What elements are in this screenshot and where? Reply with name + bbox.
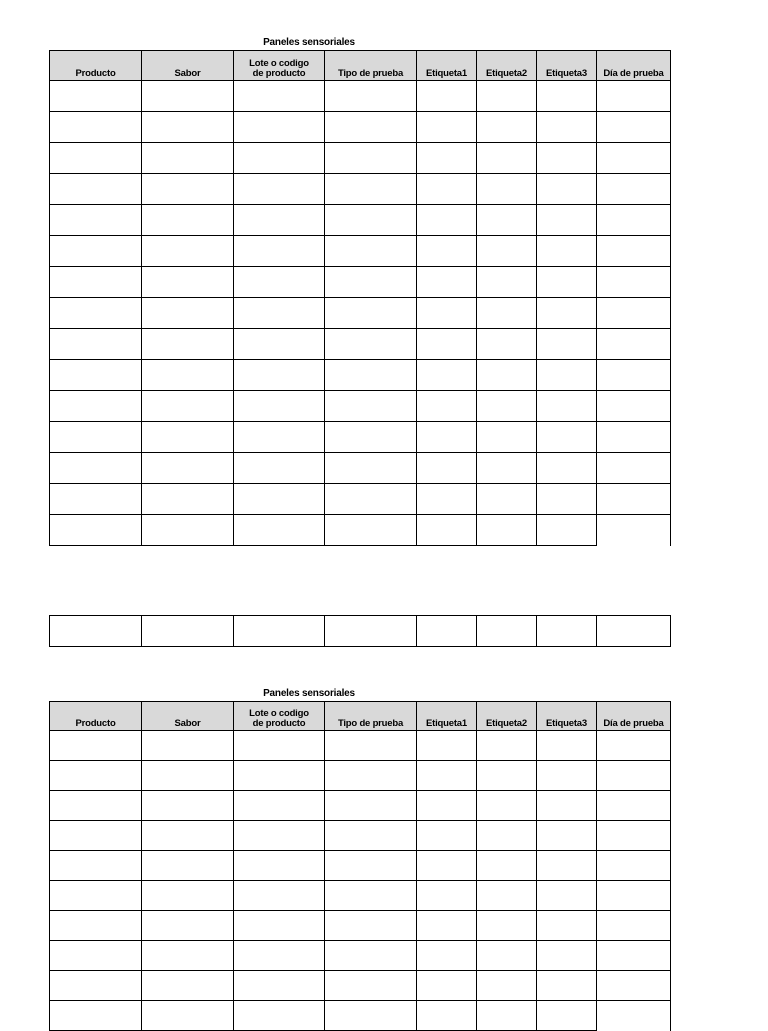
cell-etiqueta1[interactable] (417, 941, 477, 971)
cell-dia-prueba[interactable] (597, 881, 671, 911)
cell-lote[interactable] (234, 515, 325, 546)
cell-dia-prueba[interactable] (597, 143, 671, 174)
cell-etiqueta3[interactable] (537, 851, 597, 881)
cell-sabor[interactable] (142, 453, 234, 484)
cell-etiqueta2[interactable] (477, 761, 537, 791)
cell-lote[interactable] (234, 821, 325, 851)
header-row (50, 51, 671, 81)
header-etiqueta1: Etiqueta1 (417, 51, 477, 81)
cell-etiqueta1[interactable] (417, 329, 477, 360)
cell-etiqueta3[interactable] (537, 761, 597, 791)
cell-tipo-prueba[interactable] (325, 391, 417, 422)
cell-etiqueta3[interactable] (537, 881, 597, 911)
cell-etiqueta2[interactable] (477, 911, 537, 941)
cell-dia-prueba[interactable] (597, 81, 671, 112)
header-row (50, 702, 671, 731)
cell-sabor[interactable] (142, 329, 234, 360)
table-row (50, 143, 671, 174)
cell-dia-prueba[interactable] (597, 329, 671, 360)
cell-producto[interactable] (50, 484, 142, 515)
cell-sabor[interactable] (142, 731, 234, 761)
cell-etiqueta1[interactable] (417, 81, 477, 112)
cell-lote[interactable] (234, 941, 325, 971)
cell-tipo-prueba[interactable] (325, 329, 417, 360)
cell-etiqueta2[interactable] (477, 143, 537, 174)
cell-etiqueta3[interactable] (537, 205, 597, 236)
header-lote-line1: Lote o codigo (249, 708, 309, 719)
cell-tipo-prueba[interactable] (325, 267, 417, 298)
cell-etiqueta1[interactable] (417, 360, 477, 391)
cell-lote[interactable] (234, 81, 325, 112)
cell-sabor[interactable] (142, 360, 234, 391)
table-row (50, 941, 671, 971)
cell-lote[interactable] (234, 791, 325, 821)
cell-producto[interactable] (50, 329, 142, 360)
cell-lote[interactable] (234, 205, 325, 236)
cell-dia-prueba[interactable] (597, 484, 671, 515)
cell-tipo-prueba[interactable] (325, 484, 417, 515)
cell-tipo-prueba[interactable] (325, 112, 417, 143)
cell-producto[interactable] (50, 971, 142, 1001)
cell-lote[interactable] (234, 761, 325, 791)
cell-etiqueta1[interactable] (417, 731, 477, 761)
cell-etiqueta1[interactable] (417, 143, 477, 174)
cell-etiqueta3[interactable] (537, 174, 597, 205)
cell-sabor[interactable] (142, 267, 234, 298)
cell-etiqueta3[interactable] (537, 971, 597, 1001)
cell-etiqueta3[interactable] (537, 329, 597, 360)
cell-etiqueta1[interactable] (417, 851, 477, 881)
cell-lote[interactable] (234, 329, 325, 360)
cell-lote[interactable] (234, 174, 325, 205)
cell-lote[interactable] (234, 881, 325, 911)
table-row (50, 761, 671, 791)
cell-etiqueta1[interactable] (417, 112, 477, 143)
cell-etiqueta3[interactable] (537, 1001, 597, 1031)
cell-dia-prueba[interactable] (597, 267, 671, 298)
cell-etiqueta3[interactable] (537, 267, 597, 298)
cell-etiqueta2[interactable] (477, 851, 537, 881)
cell-sabor[interactable] (142, 851, 234, 881)
cell-producto[interactable] (50, 761, 142, 791)
cell-producto[interactable] (50, 821, 142, 851)
cell-etiqueta2[interactable] (477, 821, 537, 851)
cell-dia-prueba[interactable] (597, 205, 671, 236)
cell-sabor[interactable] (142, 881, 234, 911)
table-row (50, 205, 671, 236)
cell-etiqueta2[interactable] (477, 298, 537, 329)
cell-lote[interactable] (234, 911, 325, 941)
cell-lote[interactable] (234, 1001, 325, 1031)
cell-sabor[interactable] (142, 143, 234, 174)
header-lote-line2: de producto (252, 718, 306, 729)
cell-etiqueta3[interactable] (537, 112, 597, 143)
cell-etiqueta3[interactable] (537, 731, 597, 761)
cell-etiqueta3[interactable] (537, 81, 597, 112)
header-lote (234, 51, 325, 81)
cell-dia-prueba[interactable] (597, 1001, 671, 1031)
cell-dia-prueba[interactable] (597, 971, 671, 1001)
cell-tipo-prueba[interactable] (325, 205, 417, 236)
table-row (50, 453, 671, 484)
header-lote (234, 702, 325, 731)
cell-etiqueta2[interactable] (477, 360, 537, 391)
cell-lote[interactable] (234, 267, 325, 298)
cell-etiqueta3[interactable] (537, 791, 597, 821)
table-row (50, 174, 671, 205)
detached-row-table (49, 615, 671, 647)
cell-producto[interactable] (50, 911, 142, 941)
table-row (50, 422, 671, 453)
cell-lote[interactable] (234, 731, 325, 761)
header-etiqueta2: Etiqueta2 (477, 51, 537, 81)
cell-producto[interactable] (50, 1001, 142, 1031)
cell-etiqueta3[interactable] (537, 911, 597, 941)
table-row (50, 616, 671, 647)
cell-etiqueta2[interactable] (477, 484, 537, 515)
cell-sabor[interactable] (142, 236, 234, 267)
cell-lote[interactable] (234, 971, 325, 1001)
cell-etiqueta3[interactable] (537, 236, 597, 267)
cell-producto[interactable] (50, 112, 142, 143)
cell-lote[interactable] (234, 453, 325, 484)
cell-etiqueta2[interactable] (477, 515, 537, 546)
cell-tipo-prueba[interactable] (325, 236, 417, 267)
header-dia-prueba: Día de prueba (597, 51, 671, 81)
cell-dia-prueba[interactable] (597, 731, 671, 761)
cell-dia-prueba[interactable] (597, 761, 671, 791)
cell-producto[interactable] (50, 851, 142, 881)
cell-etiqueta1[interactable] (417, 422, 477, 453)
cell-sabor[interactable] (142, 791, 234, 821)
table-row (50, 515, 671, 546)
header-lote-line2: de producto (252, 68, 306, 79)
cell-lote[interactable] (234, 484, 325, 515)
cell-etiqueta3[interactable] (537, 360, 597, 391)
cell-producto[interactable] (50, 616, 142, 647)
cell-etiqueta1[interactable] (417, 484, 477, 515)
table-row (50, 298, 671, 329)
cell-etiqueta3[interactable] (537, 391, 597, 422)
cell-lote[interactable] (234, 236, 325, 267)
cell-etiqueta3[interactable] (537, 515, 597, 546)
cell-etiqueta1[interactable] (417, 911, 477, 941)
cell-tipo-prueba[interactable] (325, 821, 417, 851)
cell-etiqueta3[interactable] (537, 453, 597, 484)
header-etiqueta3: Etiqueta3 (537, 51, 597, 81)
header-tipo-prueba: Tipo de prueba (325, 702, 417, 731)
cell-dia-prueba[interactable] (597, 174, 671, 205)
cell-etiqueta1[interactable] (417, 174, 477, 205)
cell-etiqueta1[interactable] (417, 267, 477, 298)
cell-dia-prueba[interactable] (597, 791, 671, 821)
cell-lote[interactable] (234, 616, 325, 647)
cell-dia-prueba[interactable] (597, 112, 671, 143)
table-row (50, 391, 671, 422)
cell-dia-prueba[interactable] (597, 851, 671, 881)
cell-dia-prueba[interactable] (597, 515, 671, 546)
cell-etiqueta2[interactable] (477, 112, 537, 143)
cell-sabor[interactable] (142, 422, 234, 453)
cell-dia-prueba[interactable] (597, 236, 671, 267)
cell-etiqueta3[interactable] (537, 143, 597, 174)
cell-producto[interactable] (50, 941, 142, 971)
header-producto: Producto (50, 51, 142, 81)
table-row (50, 329, 671, 360)
cell-producto[interactable] (50, 515, 142, 546)
cell-etiqueta1[interactable] (417, 616, 477, 647)
cell-tipo-prueba[interactable] (325, 143, 417, 174)
sheet-title-1: Paneles sensoriales (263, 37, 355, 48)
header-sabor: Sabor (142, 51, 234, 81)
cell-dia-prueba[interactable] (597, 941, 671, 971)
cell-dia-prueba[interactable] (597, 911, 671, 941)
cell-producto[interactable] (50, 453, 142, 484)
table-row (50, 484, 671, 515)
table-row (50, 267, 671, 298)
header-dia-prueba: Día de prueba (597, 702, 671, 731)
cell-producto[interactable] (50, 791, 142, 821)
cell-tipo-prueba[interactable] (325, 911, 417, 941)
cell-etiqueta2[interactable] (477, 881, 537, 911)
cell-sabor[interactable] (142, 484, 234, 515)
table-row (50, 821, 671, 851)
cell-etiqueta2[interactable] (477, 422, 537, 453)
header-lote-line1: Lote o codigo (249, 58, 309, 69)
cell-etiqueta2[interactable] (477, 174, 537, 205)
header-etiqueta1: Etiqueta1 (417, 702, 477, 731)
cell-producto[interactable] (50, 236, 142, 267)
cell-etiqueta1[interactable] (417, 205, 477, 236)
table-row (50, 881, 671, 911)
table-row (50, 911, 671, 941)
cell-sabor[interactable] (142, 616, 234, 647)
cell-dia-prueba[interactable] (597, 453, 671, 484)
cell-etiqueta1[interactable] (417, 236, 477, 267)
cell-tipo-prueba[interactable] (325, 731, 417, 761)
header-producto: Producto (50, 702, 142, 731)
cell-producto[interactable] (50, 298, 142, 329)
cell-etiqueta2[interactable] (477, 971, 537, 1001)
cell-etiqueta1[interactable] (417, 515, 477, 546)
cell-lote[interactable] (234, 422, 325, 453)
cell-dia-prueba[interactable] (597, 616, 671, 647)
cell-tipo-prueba[interactable] (325, 298, 417, 329)
cell-producto[interactable] (50, 881, 142, 911)
table-row (50, 731, 671, 761)
cell-etiqueta2[interactable] (477, 391, 537, 422)
cell-tipo-prueba[interactable] (325, 174, 417, 205)
cell-etiqueta2[interactable] (477, 329, 537, 360)
cell-etiqueta3[interactable] (537, 821, 597, 851)
cell-producto[interactable] (50, 422, 142, 453)
cell-lote[interactable] (234, 391, 325, 422)
cell-etiqueta2[interactable] (477, 81, 537, 112)
cell-etiqueta1[interactable] (417, 1001, 477, 1031)
cell-tipo-prueba[interactable] (325, 851, 417, 881)
cell-tipo-prueba[interactable] (325, 761, 417, 791)
cell-sabor[interactable] (142, 112, 234, 143)
cell-etiqueta3[interactable] (537, 422, 597, 453)
cell-dia-prueba[interactable] (597, 422, 671, 453)
cell-sabor[interactable] (142, 391, 234, 422)
cell-etiqueta3[interactable] (537, 616, 597, 647)
header-etiqueta3: Etiqueta3 (537, 702, 597, 731)
cell-producto[interactable] (50, 391, 142, 422)
cell-tipo-prueba[interactable] (325, 360, 417, 391)
cell-tipo-prueba[interactable] (325, 791, 417, 821)
cell-sabor[interactable] (142, 761, 234, 791)
cell-tipo-prueba[interactable] (325, 81, 417, 112)
cell-producto[interactable] (50, 174, 142, 205)
cell-etiqueta1[interactable] (417, 791, 477, 821)
cell-tipo-prueba[interactable] (325, 453, 417, 484)
cell-sabor[interactable] (142, 205, 234, 236)
cell-etiqueta1[interactable] (417, 391, 477, 422)
cell-sabor[interactable] (142, 174, 234, 205)
cell-dia-prueba[interactable] (597, 391, 671, 422)
cell-lote[interactable] (234, 298, 325, 329)
cell-etiqueta2[interactable] (477, 1001, 537, 1031)
cell-tipo-prueba[interactable] (325, 422, 417, 453)
cell-sabor[interactable] (142, 821, 234, 851)
cell-etiqueta2[interactable] (477, 791, 537, 821)
table-row (50, 112, 671, 143)
cell-sabor[interactable] (142, 298, 234, 329)
cell-etiqueta1[interactable] (417, 971, 477, 1001)
cell-etiqueta2[interactable] (477, 267, 537, 298)
cell-tipo-prueba[interactable] (325, 941, 417, 971)
cell-etiqueta3[interactable] (537, 484, 597, 515)
cell-sabor[interactable] (142, 911, 234, 941)
cell-etiqueta1[interactable] (417, 881, 477, 911)
cell-lote[interactable] (234, 143, 325, 174)
cell-lote[interactable] (234, 360, 325, 391)
table-row (50, 81, 671, 112)
cell-tipo-prueba[interactable] (325, 971, 417, 1001)
header-etiqueta2: Etiqueta2 (477, 702, 537, 731)
cell-etiqueta3[interactable] (537, 941, 597, 971)
cell-etiqueta3[interactable] (537, 298, 597, 329)
table-row (50, 851, 671, 881)
cell-lote[interactable] (234, 851, 325, 881)
cell-etiqueta1[interactable] (417, 298, 477, 329)
cell-producto[interactable] (50, 360, 142, 391)
cell-producto[interactable] (50, 205, 142, 236)
table-row (50, 791, 671, 821)
header-tipo-prueba: Tipo de prueba (325, 51, 417, 81)
cell-dia-prueba[interactable] (597, 360, 671, 391)
cell-etiqueta1[interactable] (417, 453, 477, 484)
cell-dia-prueba[interactable] (597, 821, 671, 851)
cell-etiqueta2[interactable] (477, 205, 537, 236)
cell-etiqueta2[interactable] (477, 236, 537, 267)
cell-etiqueta1[interactable] (417, 821, 477, 851)
cell-etiqueta2[interactable] (477, 616, 537, 647)
cell-sabor[interactable] (142, 81, 234, 112)
cell-dia-prueba[interactable] (597, 298, 671, 329)
table-row (50, 236, 671, 267)
cell-etiqueta2[interactable] (477, 453, 537, 484)
cell-etiqueta1[interactable] (417, 761, 477, 791)
cell-tipo-prueba[interactable] (325, 1001, 417, 1031)
cell-sabor[interactable] (142, 971, 234, 1001)
sensory-table-2 (49, 701, 671, 1031)
table-row (50, 971, 671, 1001)
cell-sabor[interactable] (142, 1001, 234, 1031)
cell-tipo-prueba[interactable] (325, 881, 417, 911)
cell-producto[interactable] (50, 731, 142, 761)
cell-etiqueta2[interactable] (477, 731, 537, 761)
cell-tipo-prueba[interactable] (325, 515, 417, 546)
cell-producto[interactable] (50, 143, 142, 174)
cell-sabor[interactable] (142, 941, 234, 971)
cell-sabor[interactable] (142, 515, 234, 546)
sheet-title-2: Paneles sensoriales (263, 688, 355, 699)
cell-lote[interactable] (234, 112, 325, 143)
cell-producto[interactable] (50, 81, 142, 112)
sensory-table-1 (49, 50, 671, 546)
cell-tipo-prueba[interactable] (325, 616, 417, 647)
cell-etiqueta2[interactable] (477, 941, 537, 971)
table-row (50, 360, 671, 391)
header-sabor: Sabor (142, 702, 234, 731)
table-row (50, 1001, 671, 1031)
cell-producto[interactable] (50, 267, 142, 298)
